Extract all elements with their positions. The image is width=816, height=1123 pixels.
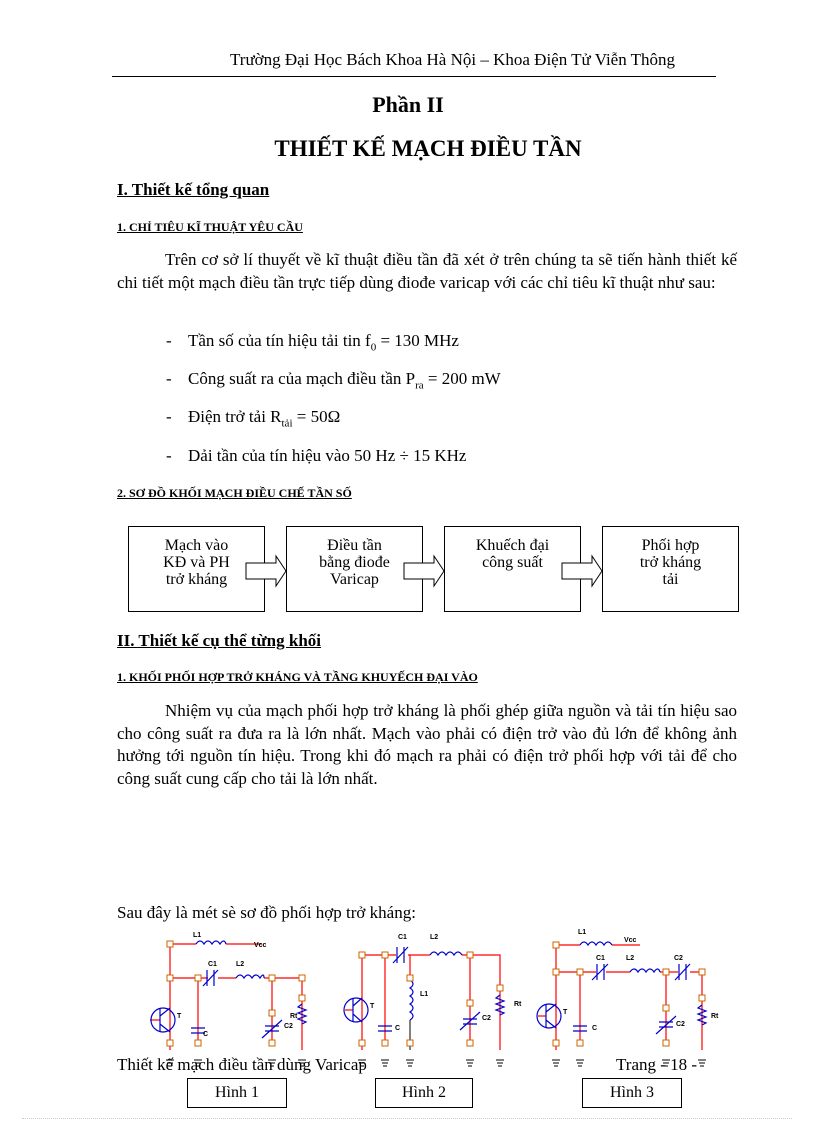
section1-sub2: 2. SƠ ĐỒ KHỐI MẠCH ĐIỀU CHẾ TẦN SỐ <box>117 486 352 500</box>
caption-figure-2: Hình 2 <box>375 1078 473 1108</box>
footer-right: Trang - 18 - <box>616 1055 698 1074</box>
svg-text:L2: L2 <box>626 955 635 962</box>
block-input-matching: Mạch vào KĐ và PH trở kháng <box>128 526 265 612</box>
svg-text:C: C <box>592 1025 598 1032</box>
block-fm-varicap: Điều tần bằng điođe Varicap <box>286 526 423 612</box>
spec-bullet: - Tần số của tín hiệu tải tin $f_0 = 130$ MHz <box>166 331 459 354</box>
svg-text:Vcc: Vcc <box>624 937 637 944</box>
svg-text:C1: C1 <box>208 961 217 968</box>
section2-sub1: 1. KHỐI PHỐI HỢP TRỞ KHÁNG VÀ TẦNG KHUYẾCH ĐẠI VÀO <box>117 670 478 684</box>
part-title: Phần II <box>372 92 444 117</box>
svg-text:C1: C1 <box>398 934 407 941</box>
svg-text:C1: C1 <box>596 955 605 962</box>
svg-text:Rt: Rt <box>290 1013 298 1020</box>
svg-text:C: C <box>203 1031 209 1038</box>
svg-text:L1: L1 <box>578 929 587 936</box>
svg-text:Rt: Rt <box>711 1013 719 1020</box>
caption-figure-3: Hình 3 <box>582 1078 682 1108</box>
svg-text:C2: C2 <box>482 1015 491 1022</box>
footer-left: Thiết kế mạch điều tần dùng Varicap <box>117 1055 367 1074</box>
caption-figure-1: Hình 1 <box>187 1078 287 1108</box>
section1-intro-text: Trên cơ sở lí thuyết về kĩ thuật điều tần đã xét ở trên chúng ta sẽ tiến hành thiết kế chi tiết một mạch điều tần trực tiếp dùng điođe varicap với các chỉ tiêu kĩ thuật như sau: <box>117 250 737 292</box>
svg-text:L2: L2 <box>430 934 439 941</box>
main-title: THIẾT KẾ MẠCH ĐIỀU TẦN <box>274 136 582 161</box>
page-header: Trường Đại Học Bách Khoa Hà Nội – Khoa Điện Tử Viễn Thông <box>230 50 676 69</box>
section2-title: II. Thiết kế cụ thể từng khối <box>117 631 322 650</box>
svg-text:L2: L2 <box>236 961 245 968</box>
spec-bullet: - Công suất ra của mạch điều tần $P_{ra} = 200$ mW <box>166 369 501 392</box>
svg-text:Vcc: Vcc <box>254 942 267 949</box>
spec-bullet: - Dải tần của tín hiệu vào 50 Hz ÷ 15 KHz <box>166 446 467 465</box>
svg-text:T: T <box>563 1009 568 1016</box>
circuit-1 <box>150 932 306 1066</box>
svg-text:L1: L1 <box>420 991 429 998</box>
section2-para-text: Nhiệm vụ của mạch phối hợp trở kháng là phối ghép giữa nguồn và tải tín hiệu sao cho công suất ra đưa ra là lớn nhất. Mạch vào phải có điện trở vào đủ lớn để không ảnh hưởng tới nguồn tín hiệu. Trong khi đó mạch ra phải có điện trở phối hợp với tải để cho công suất cung cấp cho tải là lớn nhất. <box>117 701 737 788</box>
svg-text:Rt: Rt <box>514 1001 522 1008</box>
svg-text:C: C <box>395 1025 401 1032</box>
svg-text:C2: C2 <box>674 955 683 962</box>
svg-text:L1: L1 <box>193 932 202 939</box>
circuit-3 <box>537 929 719 1066</box>
svg-text:C2: C2 <box>284 1023 293 1030</box>
block-load-matching: Phối hợp trở kháng tải <box>602 526 739 612</box>
section1-sub1: 1. CHỈ TIÊU KĨ THUẬT YÊU CẦU <box>117 220 303 234</box>
circuit-2 <box>344 934 522 1066</box>
page-bottom-dotted-line <box>22 1118 792 1119</box>
spec-bullet: - Điện trở tải $R_{tải} = 50\Omega$ <box>166 407 341 430</box>
svg-text:T: T <box>370 1003 375 1010</box>
svg-text:C2: C2 <box>676 1021 685 1028</box>
svg-text:T: T <box>177 1013 182 1020</box>
section2-intro2: Sau đây là mét sè sơ đồ phối hợp trở kháng: <box>117 903 416 922</box>
section1-title: I. Thiết kế tổng quan <box>117 180 270 199</box>
block-power-amp: Khuếch đại công suất <box>444 526 581 612</box>
